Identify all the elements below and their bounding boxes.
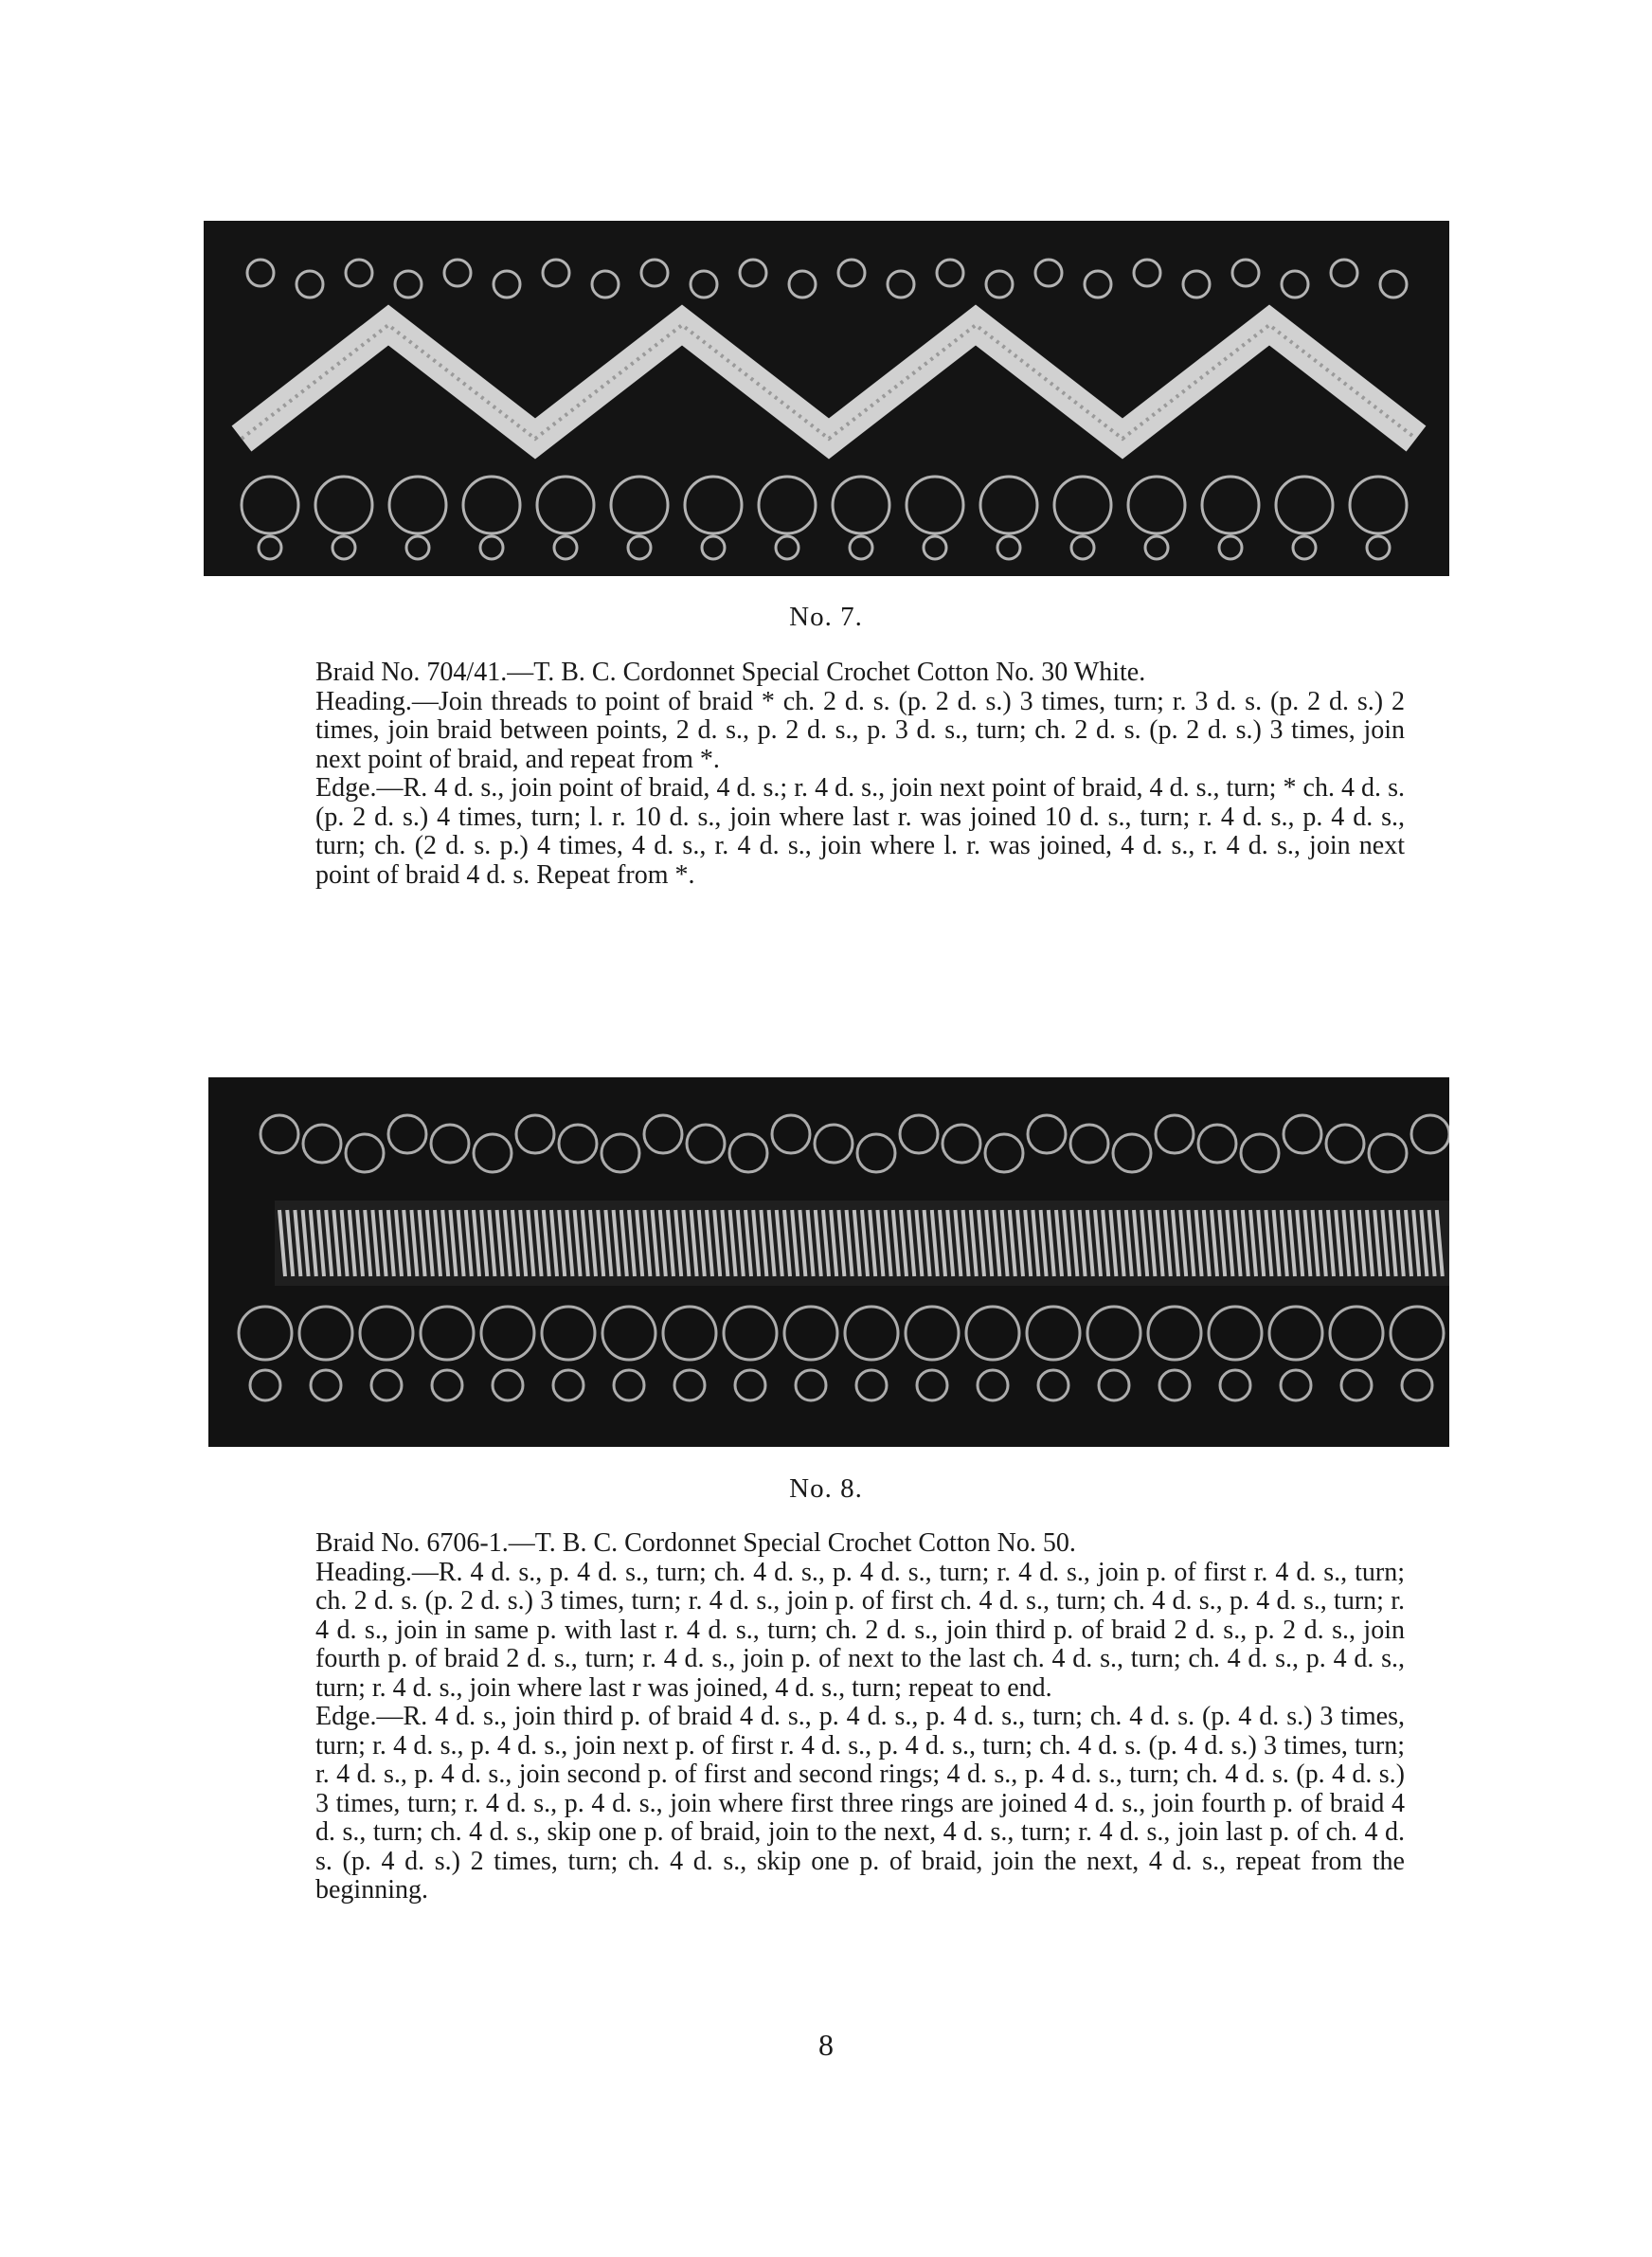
pattern-8-heading: Heading.—R. 4 d. s., p. 4 d. s., turn; ch. 4 d. s., p. 4 d. s., turn; r. 4 d. s., join p. of first r. 4 d. s., turn; ch. 2 d. s. (p. 2 d. s.) 3 times, turn; r. 4 d. s., join p. of first ch. 4 d. s., turn; ch. 4 d. s., p. 4 d. s., turn; r. 4 d. s., join in same p. with last r. 4 d. s., turn; ch. 2 d. s., join third p. of braid 2 d. s., p. 2 d. s., join fourth p. of braid 2 d. s., turn; r. 4 d. s., join p. of next to the last ch. 4 d. s., turn; ch. 4 d. s., p. 4 d. s., turn; r. 4 d. s., join where last r was joined, 4 d. s., turn; repeat to end. (315, 1557, 1405, 1703)
pattern-7-edge: Edge.—R. 4 d. s., join point of braid, 4 d. s.; r. 4 d. s., join next point of braid, 4 d. s., turn; * ch. 4 d. s. (p. 2 d. s.) 4 times, turn; l. r. 10 d. s., join where last r. was joined 10 d. s., turn; r. 4 d. s., p. 4 d. s., turn; ch. (2 d. s. p.) 4 times, 4 d. s., r. 4 d. s., join where l. r. was joined, 4 d. s., r. 4 d. s., join next point of braid 4 d. s. Repeat from *. (315, 773, 1405, 890)
pattern-8-title: Braid No. 6706-1.—T. B. C. Cordonnet Special Crochet Cotton No. 50. (315, 1528, 1076, 1558)
lace-photo-no-8-art (208, 1077, 1449, 1447)
pattern-7-heading: Heading.—Join threads to point of braid * ch. 2 d. s. (p. 2 d. s.) 3 times, turn; r. 3 d. s. (p. 2 d. s.) 2 times, join braid between points, 2 d. s., p. 2 d. s., p. 3 d. s., turn; ch. 2 d. s. (p. 2 d. s.) 3 times, join next point of braid, and repeat from *. (315, 686, 1405, 774)
caption-no-7: No. 7. (789, 602, 863, 632)
lace-photo-no-7-art (204, 221, 1449, 576)
pattern-8-instructions (315, 1529, 1405, 1905)
page-number: 8 (818, 2028, 834, 2062)
pattern-7-instructions (315, 659, 1405, 890)
lace-photo-no-7 (204, 221, 1449, 576)
caption-no-8: No. 8. (789, 1473, 863, 1504)
pattern-7-title: Braid No. 704/41.—T. B. C. Cordonnet Special Crochet Cotton No. 30 White. (315, 658, 1146, 687)
lace-photo-no-8 (208, 1077, 1449, 1447)
pattern-8-edge: Edge.—R. 4 d. s., join third p. of braid 4 d. s., p. 4 d. s., p. 4 d. s., turn; ch. 4 d. s. (p. 4 d. s.) 3 times, turn; r. 4 d. s., p. 4 d. s., join next p. of first r. 4 d. s., p. 4 d. s., turn; ch. 4 d. s. (p. 4 d. s.) 3 times, turn; r. 4 d. s., p. 4 d. s., join second p. of first and second rings; 4 d. s., p. 4 d. s., turn; ch. 4 d. s. (p. 4 d. s.) 3 times, turn; r. 4 d. s., p. 4 d. s., join where first three rings are joined 4 d. s., join fourth p. of braid 4 d. s., turn; ch. 4 d. s., skip one p. of braid, join to the next, 4 d. s., turn; r. 4 d. s., join last p. of ch. 4 d. s. (p. 4 d. s.) 2 times, turn; ch. 4 d. s., skip one p. of braid, join the next, 4 d. s., repeat from the beginning. (315, 1702, 1405, 1905)
